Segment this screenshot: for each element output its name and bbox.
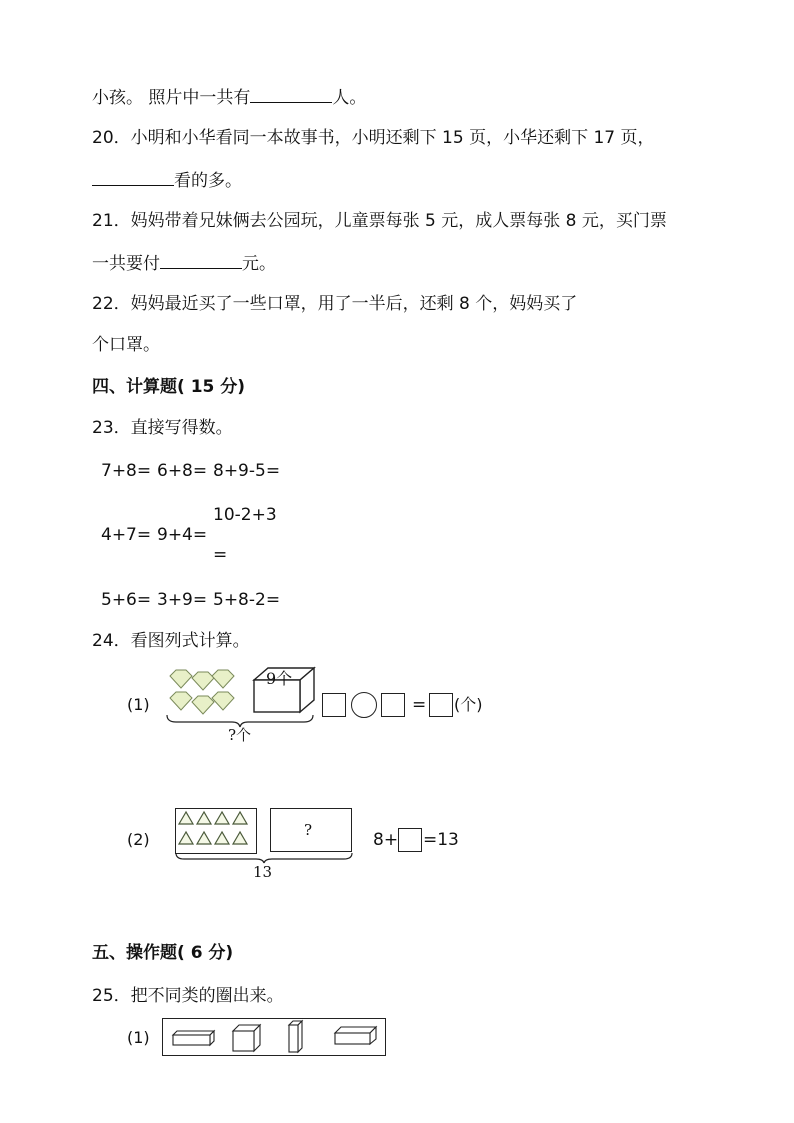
q19-text: 小孩。 照片中一共有 xyxy=(92,88,251,108)
q22-line1: 22．妈妈最近买了一些口罩，用了一半后，还剩 8 个，妈妈买了 xyxy=(92,294,578,314)
q23-r3c2: 3+9= xyxy=(157,590,208,610)
q23-r1c2: 6+8= xyxy=(157,461,208,481)
section-4-title: 四、计算题( 15 分) xyxy=(92,377,246,397)
answer-blank[interactable] xyxy=(160,252,242,269)
answer-box[interactable] xyxy=(381,693,405,717)
box-label: 9个 xyxy=(266,669,293,688)
cube-icon[interactable] xyxy=(232,1024,262,1052)
operator-circle[interactable] xyxy=(351,692,377,718)
q25-1-label: (1) xyxy=(127,1028,150,1047)
q23-r1c1: 7+8= xyxy=(101,461,152,481)
cuboid-wide-icon[interactable] xyxy=(334,1026,378,1046)
q19-line xyxy=(92,86,366,109)
q23-r2c1: 4+7= xyxy=(101,525,152,545)
brace-label: 13 xyxy=(253,863,273,881)
q21-text: 一共要付 xyxy=(92,254,160,274)
equation-right: =13 xyxy=(423,830,459,850)
q22-line2: 个口罩。 xyxy=(92,335,160,355)
q21-suffix: 元。 xyxy=(242,254,276,274)
q23-prompt: 23．直接写得数。 xyxy=(92,418,233,438)
section-5-title: 五、操作题( 6 分) xyxy=(92,943,234,963)
q21-line2 xyxy=(92,252,276,275)
q24-2-label: (2) xyxy=(127,830,150,849)
q20-line2 xyxy=(92,169,242,192)
q19-suffix: 人。 xyxy=(332,88,367,108)
q24-1-label: (1) xyxy=(127,695,150,714)
answer-box[interactable] xyxy=(398,828,422,852)
brace-label: ?个 xyxy=(228,726,252,744)
cuboid-flat-icon[interactable] xyxy=(172,1030,216,1046)
answer-blank[interactable] xyxy=(250,86,332,103)
q21-line1: 21．妈妈带着兄妹俩去公园玩，儿童票每张 5 元，成人票每张 8 元，买门票 xyxy=(92,211,667,231)
answer-box[interactable] xyxy=(429,693,453,717)
q20-suffix: 看的多。 xyxy=(174,171,242,191)
answer-blank[interactable] xyxy=(92,169,174,186)
equals-sign: = xyxy=(412,695,427,715)
q23-r2c3b: = xyxy=(213,545,228,565)
tall-cuboid-icon[interactable] xyxy=(288,1020,304,1054)
q23-r2c3a: 10-2+3 xyxy=(213,505,277,525)
answer-box[interactable] xyxy=(322,693,346,717)
q23-r2c2: 9+4= xyxy=(157,525,208,545)
q23-r3c1: 5+6= xyxy=(101,590,152,610)
equation-left: 8+ xyxy=(373,830,399,850)
unit-label: (个) xyxy=(454,695,483,714)
unknown-mark: ? xyxy=(304,821,313,839)
q23-r1c3: 8+9-5= xyxy=(213,461,281,481)
triangle-group xyxy=(175,808,255,852)
q25-prompt: 25．把不同类的圈出来。 xyxy=(92,986,284,1006)
q24-prompt: 24．看图列式计算。 xyxy=(92,631,250,651)
q23-r3c3: 5+8-2= xyxy=(213,590,281,610)
q20-line1: 20．小明和小华看同一本故事书，小明还剩下 15 页，小华还剩下 17 页， xyxy=(92,128,655,148)
diamond-group xyxy=(168,668,238,718)
